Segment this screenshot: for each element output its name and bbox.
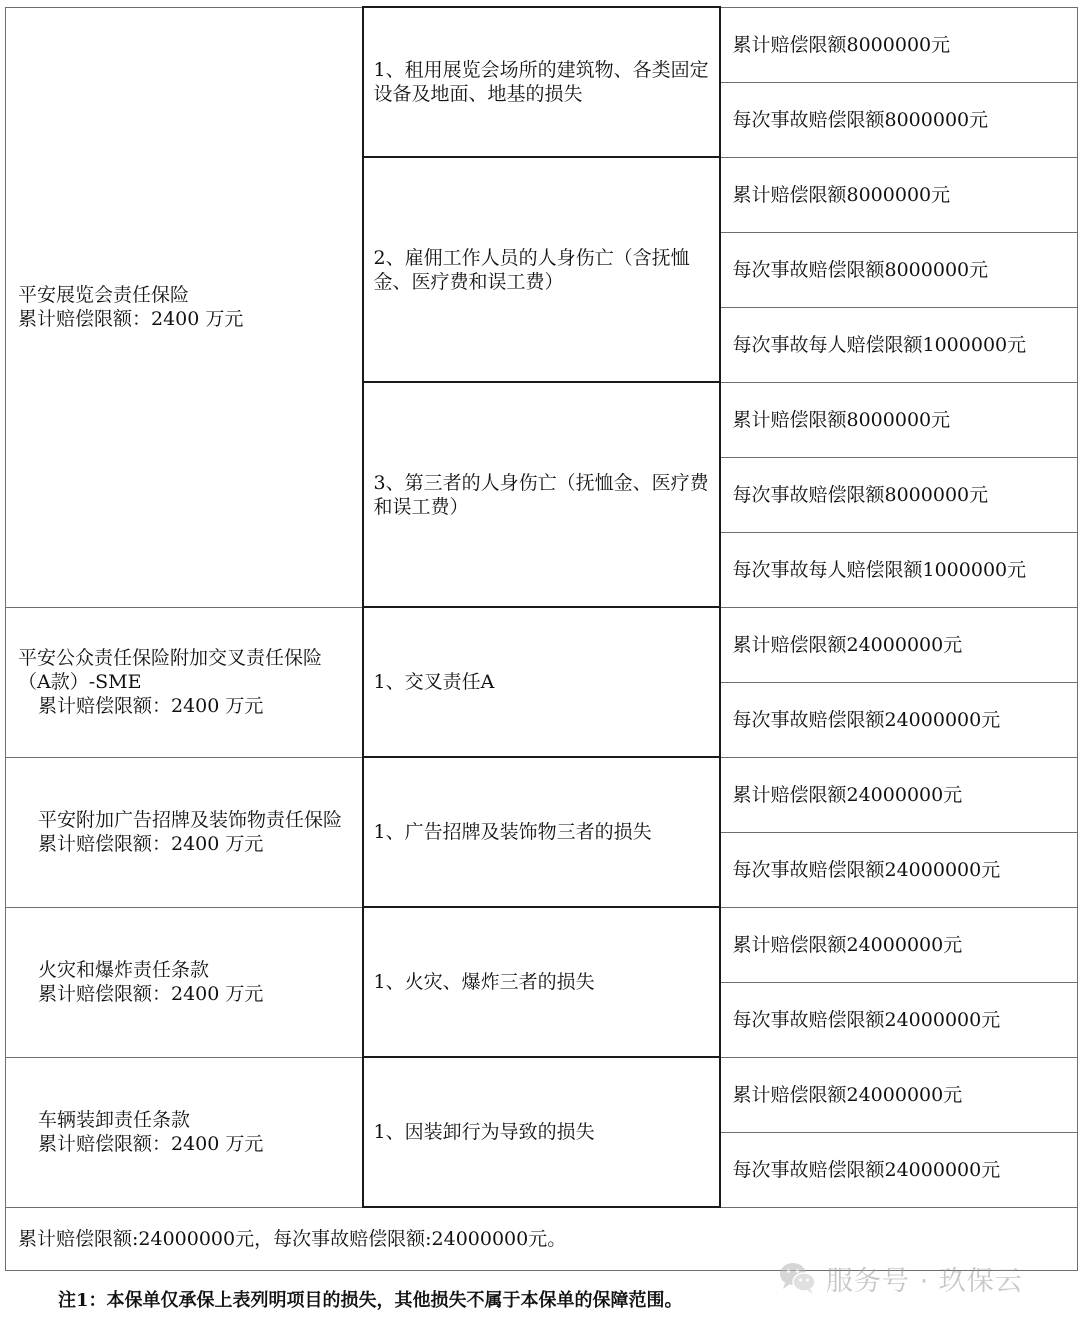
footnote: 注1：本保单仅承保上表列明项目的损失，其他损失不属于本保单的保障范围。 xyxy=(58,1290,683,1311)
table-row xyxy=(6,7,1078,82)
table-row xyxy=(6,907,1078,982)
product-name: 平安附加广告招牌及装饰物责任保险 xyxy=(38,809,343,831)
total-limit: 累计赔偿限额:24000000元，每次事故赔偿限额:24000000元。 xyxy=(6,1207,1078,1271)
limit-cell: 累计赔偿限额24000000元 xyxy=(720,907,1078,982)
product-cell xyxy=(6,607,363,757)
product-limit: 累计赔偿限额：2400 万元 xyxy=(38,833,264,855)
limit-cell: 每次事故赔偿限额24000000元 xyxy=(720,832,1078,907)
watermark xyxy=(778,1258,1023,1298)
limit-cell: 累计赔偿限额8000000元 xyxy=(720,157,1078,232)
wechat-icon xyxy=(778,1260,818,1296)
limit-cell: 累计赔偿限额24000000元 xyxy=(720,1057,1078,1132)
product-cell xyxy=(6,1057,363,1207)
limit-cell: 每次事故赔偿限额8000000元 xyxy=(720,232,1078,307)
limit-cell: 每次事故赔偿限额24000000元 xyxy=(720,982,1078,1057)
liability-cell: 1、火灾、爆炸三者的损失 xyxy=(363,907,720,1057)
table-row xyxy=(6,607,1078,682)
limit-cell: 累计赔偿限额8000000元 xyxy=(720,7,1078,82)
liability-cell: 1、交叉责任A xyxy=(363,607,720,757)
product-limit: 累计赔偿限额：2400 万元 xyxy=(38,1133,264,1155)
limit-cell: 每次事故每人赔偿限额1000000元 xyxy=(720,532,1078,607)
liability-cell: 1、因装卸行为导致的损失 xyxy=(363,1057,720,1207)
table-row xyxy=(6,757,1078,832)
product-name: 平安公众责任保险附加交叉责任保险（A款）-SME xyxy=(18,647,323,693)
liability-cell: 2、雇佣工作人员的人身伤亡（含抚恤金、医疗费和误工费） xyxy=(363,157,720,382)
limit-cell: 每次事故赔偿限额24000000元 xyxy=(720,682,1078,757)
limit-cell: 每次事故赔偿限额8000000元 xyxy=(720,82,1078,157)
limit-cell: 累计赔偿限额8000000元 xyxy=(720,382,1078,457)
product-name: 车辆装卸责任条款 xyxy=(38,1109,191,1131)
product-name: 火灾和爆炸责任条款 xyxy=(38,959,210,981)
limit-cell: 累计赔偿限额24000000元 xyxy=(720,607,1078,682)
table-row xyxy=(6,1057,1078,1132)
limit-cell: 每次事故每人赔偿限额1000000元 xyxy=(720,307,1078,382)
limit-cell: 每次事故赔偿限额8000000元 xyxy=(720,457,1078,532)
watermark-text: 服务号 · 玖保云 xyxy=(826,1265,1023,1297)
product-limit: 累计赔偿限额：2400 万元 xyxy=(18,308,244,330)
liability-cell: 1、租用展览会场所的建筑物、各类固定设备及地面、地基的损失 xyxy=(363,7,720,157)
product-cell xyxy=(6,757,363,907)
limit-cell: 累计赔偿限额24000000元 xyxy=(720,757,1078,832)
liability-cell: 3、第三者的人身伤亡（抚恤金、医疗费和误工费） xyxy=(363,382,720,607)
product-cell xyxy=(6,7,363,607)
product-limit: 累计赔偿限额：2400 万元 xyxy=(38,983,264,1005)
product-name: 平安展览会责任保险 xyxy=(18,284,190,306)
limit-cell: 每次事故赔偿限额24000000元 xyxy=(720,1132,1078,1207)
liability-cell: 1、广告招牌及装饰物三者的损失 xyxy=(363,757,720,907)
coverage-table xyxy=(5,6,1078,1271)
product-limit: 累计赔偿限额：2400 万元 xyxy=(38,695,264,717)
product-cell xyxy=(6,907,363,1057)
